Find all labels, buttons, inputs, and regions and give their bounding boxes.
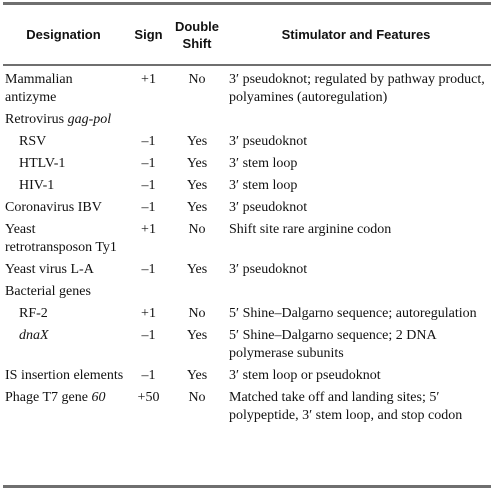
- header-double-shift: [173, 5, 221, 64]
- features-cell: 3′ pseudoknot; regulated by pathway product, polyamines (autoregulation): [229, 72, 485, 105]
- designation-cell: RF-2: [19, 306, 48, 321]
- double-shift-cell: [173, 279, 221, 301]
- sign-cell: –1: [141, 178, 156, 193]
- table-row: [3, 323, 491, 363]
- table-row: [3, 217, 491, 257]
- double-shift-cell: [173, 107, 221, 129]
- double-shift-cell: Yes: [186, 368, 208, 383]
- header-designation: Designation: [26, 27, 101, 42]
- features-cell: [221, 107, 491, 129]
- double-shift-cell: Yes: [186, 262, 208, 277]
- header-sign: Sign: [134, 27, 163, 42]
- designation-italic: dnaX: [19, 328, 49, 343]
- sign-cell: –1: [141, 200, 156, 215]
- features-cell: 3′ pseudoknot: [229, 200, 308, 215]
- bottom-rule: [3, 485, 491, 488]
- double-shift-cell: No: [188, 306, 206, 321]
- table-row: [3, 151, 491, 173]
- designation-cell: [3, 107, 124, 129]
- sign-cell: –1: [141, 368, 156, 383]
- designation-cell: Yeast virus L-A: [5, 262, 94, 277]
- designation-cell: Mammalian antizyme: [5, 72, 73, 105]
- sign-cell: –1: [141, 156, 156, 171]
- header-double-shift-line2: Shift: [182, 35, 212, 51]
- features-cell: 3′ stem loop: [229, 178, 298, 193]
- table-row: [3, 107, 491, 129]
- table-row: [3, 173, 491, 195]
- table-row: [3, 385, 491, 425]
- features-cell: Shift site rare arginine codon: [229, 222, 392, 237]
- features-cell: Matched take off and landing sites; 5′ polypeptide, 3′ stem loop, and stop codon: [229, 390, 463, 423]
- designation-text: Phage T7 gene: [5, 390, 88, 405]
- table-row: [3, 129, 491, 151]
- sign-cell: [124, 279, 173, 301]
- designation-italic: gag-pol: [67, 112, 112, 127]
- sign-cell: +50: [137, 390, 160, 405]
- designation-cell: RSV: [19, 134, 47, 149]
- table-row: [3, 279, 491, 301]
- designation-cell: [3, 323, 124, 363]
- designation-cell: Bacterial genes: [5, 284, 91, 299]
- double-shift-cell: Yes: [186, 134, 208, 149]
- features-cell: 3′ stem loop or pseudoknot: [229, 368, 381, 383]
- double-shift-cell: Yes: [186, 328, 208, 343]
- double-shift-cell: Yes: [186, 178, 208, 193]
- sign-cell: +1: [141, 306, 156, 321]
- sign-cell: –1: [141, 134, 156, 149]
- double-shift-cell: Yes: [186, 156, 208, 171]
- table-row: [3, 257, 491, 279]
- designation-italic: 60: [91, 390, 106, 405]
- features-cell: 3′ pseudoknot: [229, 134, 308, 149]
- sign-cell: [124, 107, 173, 129]
- designation-cell: IS insertion elements: [5, 368, 124, 383]
- designation-text: Retrovirus: [5, 112, 65, 127]
- double-shift-cell: Yes: [186, 200, 208, 215]
- header-row: [3, 5, 491, 64]
- sign-cell: –1: [141, 328, 156, 343]
- header-stimulator: Stimulator and Features: [281, 27, 431, 42]
- designation-cell: [3, 385, 124, 425]
- frameshift-table: [3, 5, 491, 425]
- sign-cell: +1: [141, 222, 156, 237]
- designation-cell: HIV-1: [19, 178, 55, 193]
- double-shift-cell: No: [188, 72, 206, 87]
- designation-cell: Yeast retrotransposon Ty1: [5, 222, 117, 255]
- table-row: [3, 195, 491, 217]
- designation-cell: HTLV-1: [19, 156, 66, 171]
- sign-cell: +1: [141, 72, 156, 87]
- features-cell: 3′ pseudoknot: [229, 262, 308, 277]
- features-cell: [221, 279, 491, 301]
- sign-cell: –1: [141, 262, 156, 277]
- table-row: [3, 363, 491, 385]
- double-shift-cell: No: [188, 222, 206, 237]
- table-row: [3, 301, 491, 323]
- table-row: [3, 64, 491, 107]
- designation-cell: Coronavirus IBV: [5, 200, 102, 215]
- double-shift-cell: No: [188, 390, 206, 405]
- header-double-shift-line1: Double: [174, 18, 220, 34]
- features-cell: 5′ Shine–Dalgarno sequence; autoregulation: [229, 306, 477, 321]
- features-cell: 5′ Shine–Dalgarno sequence; 2 DNA polymerase subunits: [229, 328, 436, 361]
- features-cell: 3′ stem loop: [229, 156, 298, 171]
